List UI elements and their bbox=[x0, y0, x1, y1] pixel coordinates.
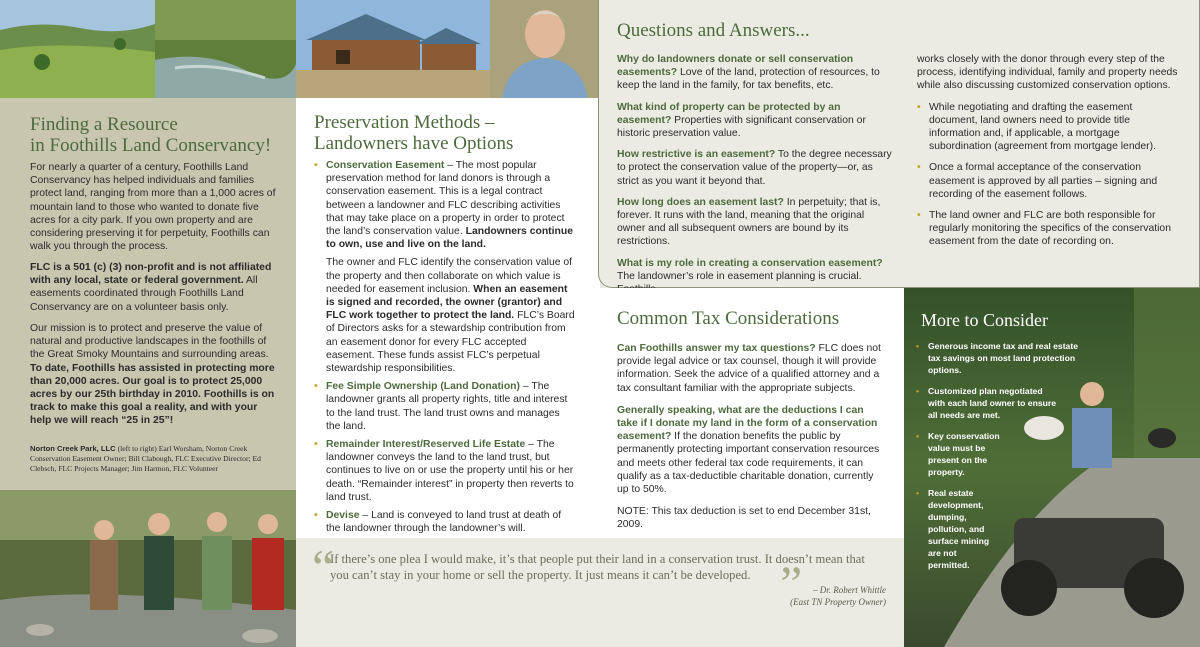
qa-question-3: How restrictive is an easement? bbox=[617, 149, 776, 161]
preservation-item-devise bbox=[314, 509, 576, 535]
river-image bbox=[155, 0, 296, 98]
close-quote-icon: ” bbox=[780, 555, 803, 611]
tax-content bbox=[617, 342, 887, 532]
woman-portrait-image bbox=[490, 0, 600, 98]
qa-bullet: • The land owner and FLC are both responsible for regularly monitoring the specifics of the conservation easement from the date of recording on. bbox=[917, 209, 1179, 249]
remainder-interest-heading: Remainder Interest/Reserved Life Estate bbox=[326, 439, 526, 451]
finding-paragraph-2 bbox=[30, 261, 276, 314]
tax-note: NOTE: This tax deduction is set to end December 31st, 2009. bbox=[617, 506, 871, 531]
photo-river bbox=[155, 0, 296, 98]
tax-question-1: Can Foothills answer my tax questions? bbox=[617, 343, 816, 354]
finding-resource-panel bbox=[0, 98, 296, 490]
more-bullet: • Generous income tax and real estate tax savings on most land protection options. bbox=[916, 340, 1091, 376]
tax-answer-1: FLC does not provide legal advice or tax counsel, though it will provide information. Seek the advice of a qualified attorney and a tax consultant familiar with the appropriate subjects. bbox=[617, 343, 881, 394]
qa-question-2: What kind of property can be protected by an easement? bbox=[617, 101, 841, 126]
quote-author: – Dr. Robert Whittle bbox=[813, 585, 886, 595]
conservation-easement-p2-c: FLC’s Board of Directors asks for a stewardship contribution from an easement donor for every FLC accepted easement. These funds assist FLC’s perpetual stewardship responsibilities. bbox=[326, 310, 575, 375]
photo-meadow bbox=[0, 0, 155, 98]
qa-continuation: works closely with the donor through every step of the process, identifying individual, family and property needs while also discussing customized conservation options. bbox=[917, 54, 1178, 92]
cabin-image bbox=[296, 0, 490, 98]
photo-caption-rest: (left to right) Earl Worsham, Norton Creek Conservation Easement Owner; Bill Clabough, FLC Executive Director; Ed Clebsch, FLC Projects Manager; Jim Harmon, FLC Volunteer bbox=[30, 444, 261, 473]
more-list bbox=[916, 340, 1096, 571]
finding-paragraph-3-bold: To date, Foothills has assisted in protecting more than 20,000 acres. Our goal is to protect 25,000 acres by our 25th birthday in 2010. Foothills is on track to make this goal a reality, and with your help we will reach “25 in 25”! bbox=[30, 362, 275, 427]
tax-title: Common Tax Considerations bbox=[617, 308, 840, 329]
quote-attribution bbox=[790, 584, 886, 608]
quote-author-role: (East TN Property Owner) bbox=[790, 597, 886, 607]
photo-woman bbox=[490, 0, 600, 98]
remainder-interest-text: – The landowner conveys the land to the land trust, but continues to live on or use the property until his or her death. “Remainder interest” in property then reverts to land trust. bbox=[326, 439, 574, 503]
conservation-easement-p2-bold: When an easement is signed and recorded, the owner (grantor) and FLC work together to protect the land. bbox=[326, 283, 568, 322]
more-bullet: • Customized plan negotiated with each land owner to ensure all needs are met. bbox=[916, 385, 1056, 421]
preservation-title-line-2: Landowners have Options bbox=[314, 133, 514, 154]
conservation-easement-text: – The most popular preservation method for land donors is through a conservation easement. This is a legal contract between a landowner and FLC describing activities that may take place on a property in order to protect the land’s conservation value. bbox=[326, 160, 565, 238]
qa-answer-2: Properties with significant conservation or historic preservation value. bbox=[617, 114, 866, 140]
qa-answer-1: Love of the land, protection of resources, to keep the land in the family, for tax benefits, etc. bbox=[617, 67, 880, 92]
qa-item-3 bbox=[617, 148, 895, 188]
qa-answer-4: In perpetuity; that is, forever. It runs with the land, meaning that the original owner and all subsequent owners are bound by its restrictions. bbox=[617, 196, 881, 248]
tax-question-2: Generally speaking, what are the deductions I can take if I donate my land in the form of a conservation easement? bbox=[617, 404, 878, 443]
finding-title bbox=[30, 114, 280, 156]
preservation-item-remainder-interest bbox=[314, 438, 576, 504]
devise-heading: Devise bbox=[326, 510, 360, 522]
photo-caption-bold: Norton Creek Park, LLC bbox=[30, 444, 116, 453]
fee-simple-text: – The landowner grants all property rights, title and interest to the land trust. The land trust owns and manages the land. bbox=[326, 381, 568, 432]
more-bullet: • Real estate development, dumping, pollution, and surface mining are not permitted. bbox=[916, 487, 996, 571]
finding-paragraph-1: For nearly a quarter of a century, Foothills Land Conservancy has helped individuals and families protect land, ranging from more than a 1,000 acres of mountain land to those who wanted to donate five acres for a city park. If you own property and are considering preserving it for perpetuity, Foothills can walk you through the process. bbox=[30, 162, 276, 253]
photo-cabin bbox=[296, 0, 490, 98]
preservation-item-conservation-easement bbox=[314, 159, 576, 375]
tax-answer-2: If the donation benefits the public by permanently protecting important conservation resources and meets other federal tax code requirements, it can qualify as a tax-deductible charitable donation, currently up to 50%. bbox=[617, 431, 880, 496]
qa-answer-3: To the degree necessary to protect the conservation value of the property—or, as strict as you want it beyond that. bbox=[617, 149, 892, 187]
qa-bullet: • While negotiating and drafting the easement document, land owners need to provide title information and, if applicable, a mortgage subordination (agreement from mortgage lender). bbox=[917, 101, 1179, 154]
qa-right-column bbox=[917, 53, 1179, 249]
quote-panel bbox=[296, 538, 904, 647]
devise-text: – Land is conveyed to land trust at death of the landowner through the landowner’s will. bbox=[326, 510, 562, 535]
tax-item-2 bbox=[617, 404, 887, 496]
quote-text: If there’s one plea I would make, it’s that people put their land in a conservation trust. It doesn’t mean that you can’t stay in your home or sell the property. It just means it can’t be developed. bbox=[330, 552, 865, 582]
meadow-image bbox=[0, 0, 155, 98]
qa-item-2 bbox=[617, 101, 895, 141]
preservation-title bbox=[314, 112, 584, 154]
preservation-panel bbox=[296, 98, 600, 540]
fee-simple-heading: Fee Simple Ownership (Land Donation) bbox=[326, 381, 520, 393]
preservation-title-line-1: Preservation Methods – bbox=[314, 112, 495, 133]
finding-paragraph-3-text: Our mission is to protect and preserve the value of natural and productive landscapes in the foothills of the Great Smoky Mountains and surrounding areas. bbox=[30, 323, 269, 361]
finding-title-line-2: in Foothills Land Conservancy! bbox=[30, 135, 272, 156]
qa-question-5: What is my role in creating a conservation easement? bbox=[617, 257, 883, 269]
photo-caption bbox=[30, 444, 280, 473]
more-to-consider-panel bbox=[904, 288, 1200, 647]
questions-answers-panel bbox=[598, 0, 1200, 288]
preservation-item-fee-simple bbox=[314, 380, 576, 433]
qa-left-column bbox=[617, 53, 895, 296]
tax-item-1 bbox=[617, 342, 887, 395]
qa-answer-5: The landowner’s role in easement planning is crucial. bbox=[617, 270, 862, 282]
finding-title-line-1: Finding a Resource bbox=[30, 114, 178, 135]
conservation-easement-bold: Landowners continue to own, use and live on the land. bbox=[326, 226, 573, 251]
more-bullet: • Key conservation value must be present on the property. bbox=[916, 430, 1006, 478]
qa-bullet: • Once a formal acceptance of the conservation easement is approved by all parties – signing and recording of the easement follows. bbox=[917, 161, 1179, 201]
open-quote-icon: “ bbox=[312, 539, 335, 595]
more-title: More to Consider bbox=[921, 310, 1048, 330]
finding-paragraph-2-bold: FLC is a 501 (c) (3) non-profit and is not affiliated with any local, state or federal government. bbox=[30, 262, 272, 287]
tax-panel bbox=[600, 288, 904, 538]
group-creek-image bbox=[0, 490, 296, 647]
finding-paragraph-3 bbox=[30, 322, 276, 428]
qa-bullets bbox=[917, 101, 1179, 249]
qa-item-4 bbox=[617, 196, 895, 249]
finding-paragraph-2-rest: All easements coordinated through Foothills Land Conservancy are on a volunteer basis only. bbox=[30, 275, 258, 313]
qa-title: Questions and Answers... bbox=[617, 20, 810, 41]
qa-question-4: How long does an easement last? bbox=[617, 196, 784, 208]
conservation-easement-p2-a: The owner and FLC identify the conservation value of the property and then collaborate on which value is needed for easement inclusion. bbox=[326, 257, 573, 295]
qa-item-1 bbox=[617, 53, 895, 93]
qa-question-1: Why do landowners donate or sell conservation easements? bbox=[617, 54, 854, 79]
preservation-list bbox=[314, 159, 576, 535]
conservation-easement-heading: Conservation Easement bbox=[326, 160, 445, 171]
photo-group-creek bbox=[0, 490, 296, 647]
